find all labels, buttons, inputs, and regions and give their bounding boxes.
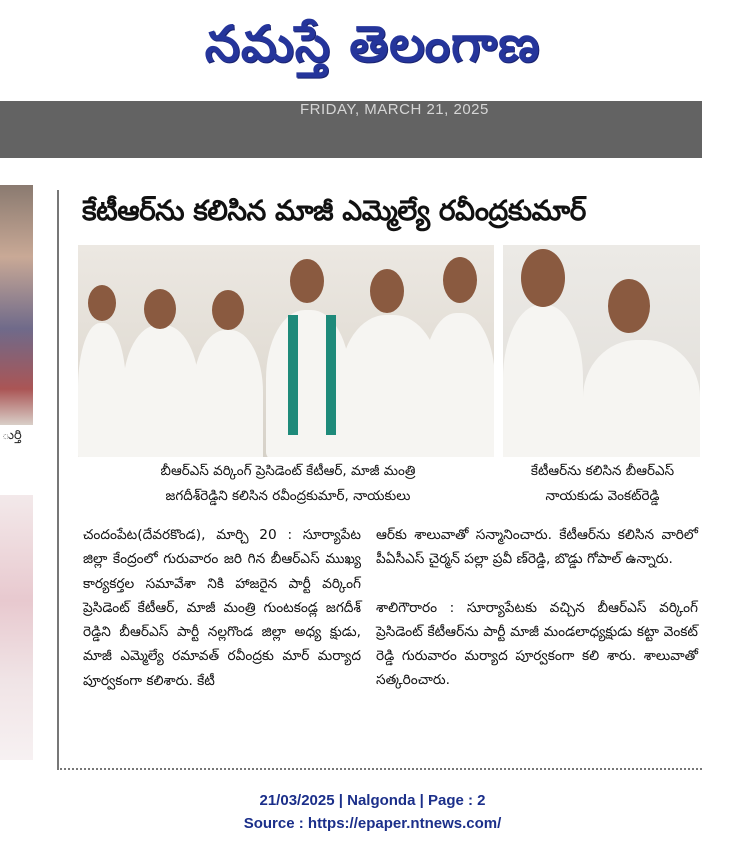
- article-column-2: [376, 523, 698, 693]
- adjacent-article-photo-2: [0, 495, 33, 760]
- main-photo-caption: [82, 459, 494, 509]
- masthead: [0, 0, 745, 100]
- adjacent-article-photo: [0, 185, 33, 425]
- article-paragraph: చందంపేట(దేవరకొండ), మార్చి 20 : సూర్యాపేట జిల్లా కేంద్రంలో గురువారం జరి గిన బీఆర్ఎస్ ముఖ్య కార్యకర్తల సమావేశా నికి హాజరైన పార్టీ వర్కింగ్ ప్రెసిడెంట్ కేటీఆర్, మాజీ మంత్రి గుంటకండ్ల జగదీశ్ రెడ్డిని బీఆర్ఎస్ పార్టీ నల్లగొండ జిల్లా అధ్య క్షుడు, మాజీ ఎమ్మెల్యే రమావత్ రవీంద్రకు మార్ మర్యాద పూర్వకంగా కలిశారు. కేటీ: [83, 527, 361, 689]
- article-paragraph: శాలిగౌరారం : సూర్యాపేటకు వచ్చిన బీఆర్ఎస్ వర్కింగ్ ప్రెసిడెంట్ కేటీఆర్‌ను పార్టీ మాజీ మండలాధ్యక్షుడు కట్టా వెంకట్ రెడ్డి గురువారం మర్యాద పూర్వకంగా కలి శారు. శాలువాతో సత్కరించారు.: [376, 599, 698, 689]
- article-paragraph: ఆర్‌కు శాలువాతో సన్మానించారు. కేటీఆర్‌ను కలిసిన వారిలో పీఏసీఎస్ చైర్మన్ పల్లా ప్రవీ ణ్‌రెడ్డి, బొడ్డు గోపాల్ ఉన్నారు.: [376, 527, 698, 568]
- side-news-photo: [503, 245, 700, 457]
- adjacent-article-caption: ుర్తి: [2, 428, 22, 443]
- main-caption-line1: బీఆర్ఎస్ వర్కింగ్ ప్రెసిడెంట్ కేటీఆర్, మాజీ మంత్రి: [160, 463, 416, 479]
- main-news-photo: [78, 245, 494, 457]
- newspaper-logo: నమస్తే తెలంగాణ: [204, 14, 541, 73]
- bottom-divider: [57, 768, 702, 771]
- side-caption-line1: కేటీఆర్‌ను కలిసిన బీఆర్ఎస్: [530, 463, 675, 479]
- footer-source-line: Source : https://epaper.ntnews.com/: [243, 815, 502, 832]
- side-photo-caption: [505, 459, 700, 509]
- column-divider: [57, 190, 59, 770]
- article-column-1: [83, 523, 361, 693]
- main-caption-line2: జగదీశ్‌రెడ్డిని కలిసిన రవీంద్రకుమార్, నాయకులు: [165, 488, 411, 504]
- date-band: [0, 101, 702, 158]
- footer-date-line: 21/03/2025 | Nalgonda | Page : 2: [259, 792, 486, 809]
- side-caption-line2: నాయకుడు వెంకట్‌రెడ్డి: [545, 488, 660, 504]
- article-headline: కేటీఆర్‌ను కలిసిన మాజీ ఎమ్మెల్యే రవీంద్రకుమార్: [82, 194, 586, 227]
- issue-date: FRIDAY, MARCH 21, 2025: [300, 101, 489, 118]
